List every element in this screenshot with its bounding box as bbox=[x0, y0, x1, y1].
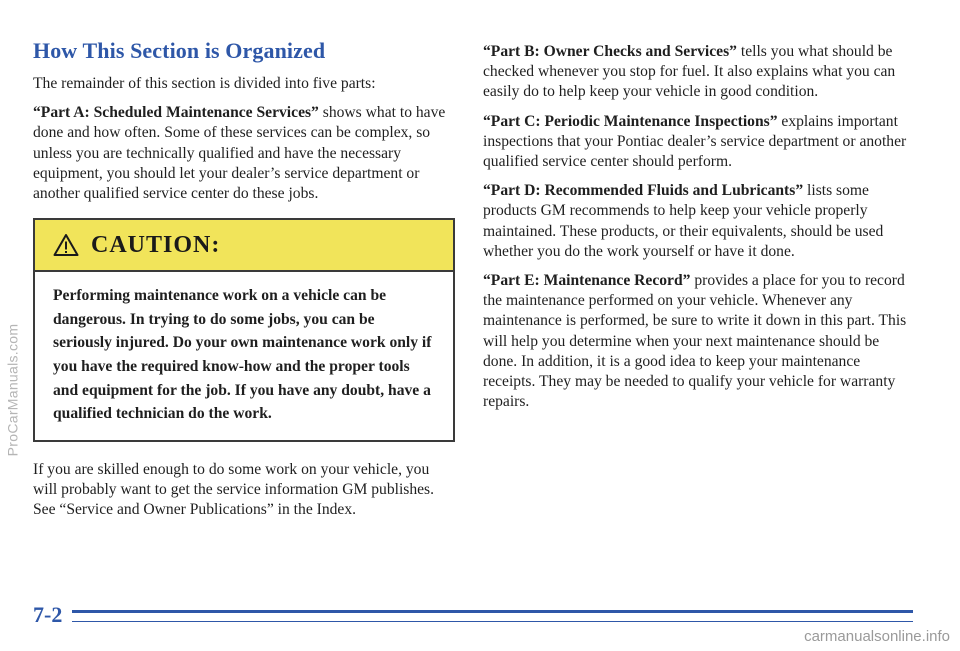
warning-triangle-icon bbox=[53, 233, 79, 257]
part-d-text: lists some products GM recommends to help keep your vehicle properly maintained. These products, or their equivalents, should be used whether you do the work yourself or have it done. bbox=[483, 182, 884, 260]
part-c-paragraph bbox=[483, 112, 908, 173]
caution-title: CAUTION: bbox=[91, 231, 221, 258]
part-e-paragraph bbox=[483, 271, 908, 412]
part-e-text: provides a place for you to record the maintenance performed on your vehicle. Whenever any maintenance is performed, be sure to write it down in this part. This will help you determine when your next maintenance should be done. In addition, it is a good idea to keep your maintenance receipts. They may be needed to qualify your vehicle for warranty repairs. bbox=[483, 272, 907, 411]
page-number: 7-2 bbox=[33, 602, 63, 627]
side-watermark bbox=[4, 250, 20, 530]
part-d-paragraph bbox=[483, 181, 908, 262]
right-column bbox=[483, 42, 908, 421]
part-e-title: “Part E: Maintenance Record” bbox=[483, 272, 691, 290]
caution-box bbox=[33, 218, 455, 442]
part-b-paragraph bbox=[483, 42, 908, 103]
side-watermark-text: ProCarManuals.com bbox=[4, 323, 21, 457]
footer-rule bbox=[72, 610, 913, 622]
section-heading: How This Section is Organized bbox=[33, 38, 326, 63]
part-c-text: explains important inspections that your Pontiac dealer’s service department or another qualified service center should perform. bbox=[483, 112, 907, 171]
intro-paragraph: The remainder of this section is divided into five parts: bbox=[33, 75, 376, 92]
bottom-watermark: carmanualsonline.info bbox=[804, 628, 950, 645]
part-a-text: shows what to have done and how often. Some of these services can be complex, so unless you are technically qualified and have the necessary equipment, you should let your dealer’s service department or another qualified service center do these jobs. bbox=[33, 104, 446, 203]
part-c-title: “Part C: Periodic Maintenance Inspections” bbox=[483, 112, 778, 130]
part-d-title: “Part D: Recommended Fluids and Lubricants” bbox=[483, 182, 804, 200]
part-a-title: “Part A: Scheduled Maintenance Services” bbox=[33, 104, 319, 122]
part-b-title: “Part B: Owner Checks and Services” bbox=[483, 43, 737, 60]
part-b-text: tells you what should be checked whenever you stop for fuel. It also explains what you can easily do to help keep your vehicle in good condition. bbox=[483, 43, 896, 101]
part-a-paragraph bbox=[33, 103, 455, 204]
caution-text: Performing maintenance work on a vehicle can be dangerous. In trying to do some jobs, you can be seriously injured. Do your own maintenance work only if you have the required know-how and the proper tools and equipment for the job. If you have any doubt, have a qualified technician do the work. bbox=[53, 287, 432, 423]
closing-paragraph: If you are skilled enough to do some work on your vehicle, you will probably want to get the service information GM publishes. See “Service and Owner Publications” in the Index. bbox=[33, 460, 435, 519]
page-footer bbox=[33, 604, 913, 626]
left-column bbox=[33, 38, 455, 529]
caution-header bbox=[35, 220, 453, 272]
